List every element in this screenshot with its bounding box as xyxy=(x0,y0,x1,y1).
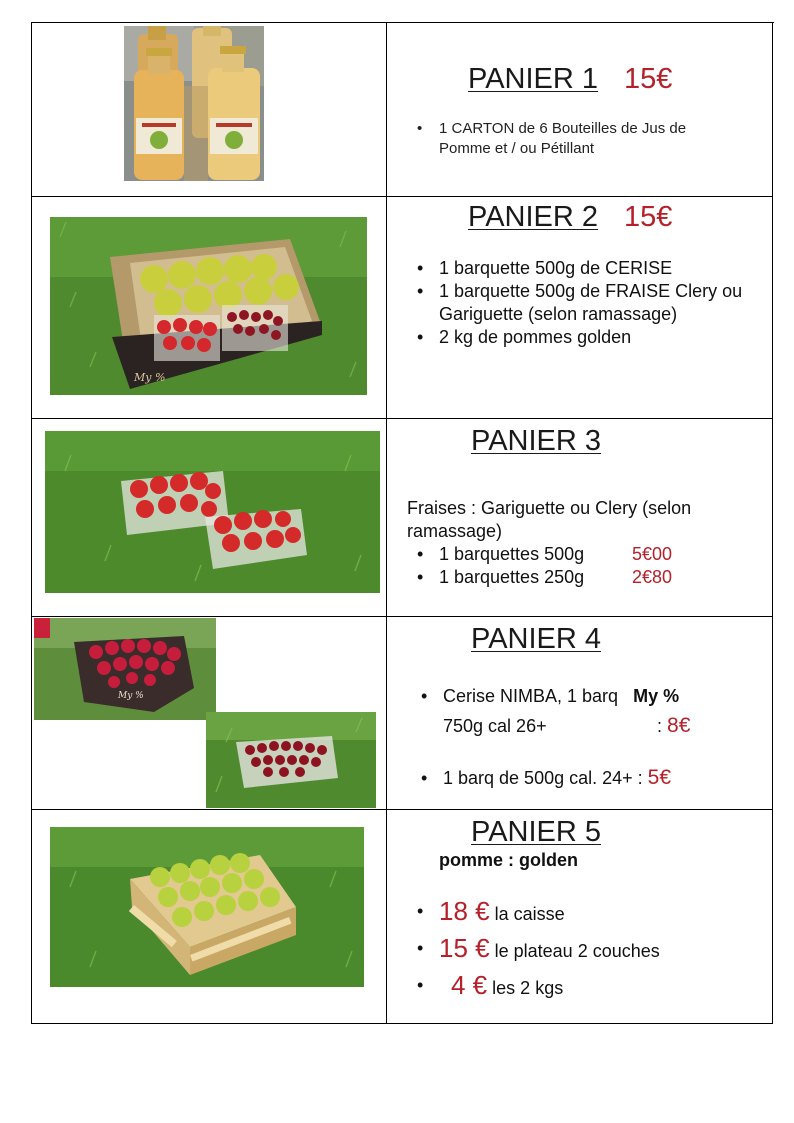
panier-3-title-text: PANIER 3 xyxy=(471,425,602,457)
panier-1-text-cell xyxy=(387,23,773,197)
panier-1-title-text: PANIER 1 xyxy=(468,63,599,95)
panier-5-title-text: PANIER 5 xyxy=(471,816,602,848)
item-price: 15 € xyxy=(439,933,490,963)
item-brand: My % xyxy=(633,686,680,706)
row-panier-2 xyxy=(32,197,774,419)
strawberries-photo xyxy=(45,431,380,593)
list-item xyxy=(407,543,747,566)
item-label: Cerise NIMBA, 1 barq xyxy=(443,686,619,706)
juice-bottles-photo xyxy=(124,26,264,181)
apple-crate-photo xyxy=(50,827,364,987)
offer-table xyxy=(31,22,774,1024)
panier-4-image-cell xyxy=(32,617,387,810)
list-item: • 1 CARTON de 6 Bouteilles de Jus de Pomme et / ou Pétillant xyxy=(407,119,727,159)
panier-1-image-cell xyxy=(32,23,387,197)
panier-2-image-cell xyxy=(32,197,387,419)
row-panier-3 xyxy=(32,419,774,617)
panier-2-list xyxy=(407,257,752,349)
item-price: 5€ xyxy=(647,766,672,789)
item-label: 1 barq de 500g cal. 24+ : xyxy=(443,768,643,788)
panier-5-subtitle-text: pomme : golden xyxy=(439,850,578,870)
panier-2-text-cell xyxy=(387,197,773,419)
item-price: 5€00 xyxy=(632,544,673,564)
item-label: le plateau 2 couches xyxy=(494,941,660,961)
item-sep: : xyxy=(657,716,663,736)
item-price: 18 € xyxy=(439,896,490,926)
mixed-box-photo xyxy=(50,217,367,395)
list-item xyxy=(411,681,751,711)
item-label: la caisse xyxy=(494,904,565,924)
panier-5-image-cell xyxy=(32,810,387,1024)
list-item: • 1 barquette 500g de CERISE xyxy=(407,257,752,280)
panier-5-title xyxy=(471,816,601,849)
panier-5-subtitle xyxy=(439,850,578,871)
panier-1-list xyxy=(407,119,727,159)
list-item xyxy=(407,968,747,1005)
panier-3-list xyxy=(407,543,747,589)
panier-3-image-cell xyxy=(32,419,387,617)
panier-3-title xyxy=(471,425,601,458)
list-item: • 2 kg de pommes golden xyxy=(407,326,752,349)
row-panier-4 xyxy=(32,617,774,810)
panier-1-title xyxy=(468,63,672,96)
box-brand-logo: My % xyxy=(134,371,166,384)
item-label: les 2 kgs xyxy=(492,978,564,998)
panier-5-text-cell xyxy=(387,810,773,1024)
panier-2-title xyxy=(468,201,672,234)
panier-4-list xyxy=(411,681,751,793)
item-label: 750g cal 26+ xyxy=(443,716,547,736)
panier-2-title-text: PANIER 2 xyxy=(468,201,599,233)
panier-2-price: 15€ xyxy=(624,201,673,233)
list-item xyxy=(407,566,747,589)
item-price: 8€ xyxy=(667,714,691,737)
row-panier-1 xyxy=(32,23,774,197)
list-item xyxy=(411,763,751,793)
list-item xyxy=(407,894,747,931)
list-item-continuation xyxy=(411,711,751,741)
item-label: 1 barquettes 250g xyxy=(439,567,585,587)
list-item xyxy=(407,931,747,968)
item-price: 2€80 xyxy=(632,567,673,587)
row-panier-5 xyxy=(32,810,774,1024)
panier-3-intro-text: Fraises : Gariguette ou Clery (selon ramassage) xyxy=(407,498,692,541)
panier-4-title xyxy=(471,623,601,656)
item-price: 4 € xyxy=(451,970,488,1000)
item-price-group xyxy=(657,711,690,741)
panier-4-text-cell xyxy=(387,617,773,810)
list-item: • 1 barquette 500g de FRAISE Clery ou Gariguette (selon ramassage) xyxy=(407,280,752,326)
item-label: 1 barquettes 500g xyxy=(439,544,585,564)
panier-4-title-text: PANIER 4 xyxy=(471,623,602,655)
panier-3-intro xyxy=(407,497,747,543)
cherries-photo-2 xyxy=(206,712,376,808)
cherries-photo-1 xyxy=(34,618,216,720)
panier-5-list xyxy=(407,894,747,1005)
panier-3-text-cell xyxy=(387,419,773,617)
panier-1-price: 15€ xyxy=(624,63,673,95)
box-brand-logo: My % xyxy=(118,691,144,701)
